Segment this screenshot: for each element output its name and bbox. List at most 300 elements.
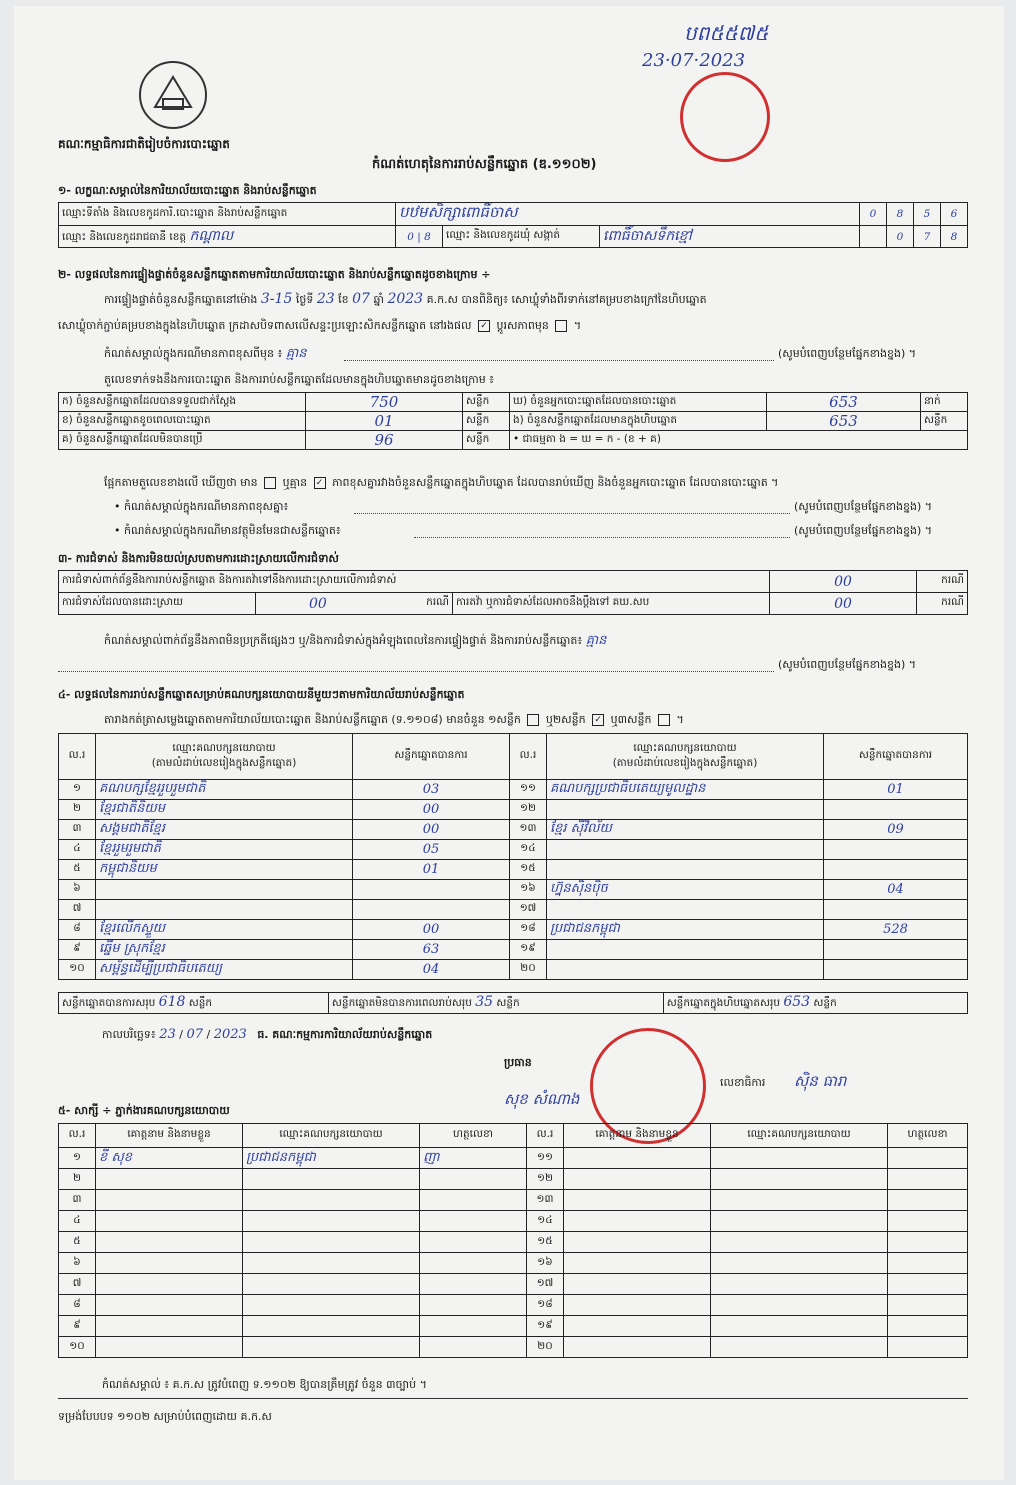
party-name: ខ្មែរ ស៊ីវិល័យ [547,820,824,840]
witness-signature [420,1169,527,1190]
party-votes: 00 [353,820,510,840]
witness-col-sign-left: ហត្ថលេខា [420,1124,527,1148]
party-no: ១៨ [510,920,547,940]
section2-note-tail: (សូមបំពេញបន្ថែមផ្នែកខាងខ្នង) ។ [778,347,917,360]
section2-note-line [344,360,774,361]
witness-no: ៧ [59,1274,96,1295]
party-name [96,880,353,900]
two-sheets-checkbox[interactable]: ✓ [592,714,604,726]
section4-title: ៤- លទ្ធផលនៃការរាប់សន្លឹកឆ្នោតសម្រាប់គណបក្សនយោបាយនីមួយៗតាមការិយាល័យរាប់សន្លឹកឆ្នោត [58,688,465,701]
party-name [547,940,824,960]
one-sheet-checkbox[interactable] [527,714,539,726]
table-row [59,820,968,840]
witness-signature [888,1337,968,1358]
witness-party [711,1337,888,1358]
party-name: ខ្មែរជាតិនិយម [96,800,353,820]
bullet-object: • កំណត់សម្គាល់ក្នុងករណីមានវត្ថុមិនមែនជាសន្លឹកឆ្នោត៖ [114,524,341,537]
witness-party [711,1232,888,1253]
witness-signature [420,1253,527,1274]
witness-col-sign-right: ហត្ថលេខា [888,1124,968,1148]
section1-table [58,202,968,248]
witness-party [711,1148,888,1169]
count-date-year: 2023 [213,1027,247,1042]
col-party-left [96,734,353,780]
witness-party [711,1190,888,1211]
party-no: ៧ [59,900,96,920]
table-row [59,800,968,820]
witness-col-party-left: ឈ្មោះគណបក្សនយោបាយ [243,1124,420,1148]
party-no: ១៧ [510,900,547,920]
commune-code-2: 7 [914,226,941,248]
bullet-object-line [414,537,790,538]
col-votes-right: សន្លឹកឆ្នោតបានការ [824,734,968,780]
figures-intro: តួលេខទាក់ទងនឹងការបោះឆ្នោត និងការរាប់សន្លឹកឆ្នោតដែលមានក្នុងហិបឆ្នោតមានដូចខាងក្រោម ៖ [104,373,495,386]
province-code: 0 | 8 [396,226,443,248]
fig-e-value: 653 [767,412,921,431]
col-party-right-sub: (តាមលំដាប់លេខរៀងក្នុងសន្លឹកឆ្នោត) [612,756,758,769]
party-no: ១០ [59,960,96,980]
witness-no: ១៣ [527,1190,564,1211]
table-row [59,840,968,860]
polling-station-label: ឈ្មោះទីតាំង និងលេខកូដការិ.បោះឆ្នោត និងរាប់សន្លឹកឆ្នោត [59,203,396,226]
difference-checkbox[interactable] [264,477,276,489]
commune-code-3: 8 [941,226,968,248]
party-no: ២ [59,800,96,820]
fig-a-unit: សន្លឹក [463,393,510,412]
witness-signature [888,1148,968,1169]
witness-party [711,1295,888,1316]
invalid-total-cell [328,993,663,1014]
verify-year-label: ឆ្នាំ [373,293,384,306]
table-row [59,900,968,920]
col-no-left: ល.រ [59,734,96,780]
witness-name: ខី សុខ [96,1148,243,1169]
section5-title: ៥- សាក្សី ÷ ភ្នាក់ងារគណបក្សនយោបាយ [58,1104,230,1117]
witness-signature [420,1211,527,1232]
party-no: ១៩ [510,940,547,960]
valid-total-unit: សន្លឹក [188,997,213,1009]
party-votes [353,880,510,900]
form-sheet [14,6,1004,1480]
party-votes: 03 [353,780,510,800]
stamp-date: 23·07·2023 [642,50,746,71]
witness-signature [420,1316,527,1337]
compare-text: ផ្អែកតាមតួលេខខាងលើ ឃើញថា មាន [104,476,258,489]
witness-signature [420,1232,527,1253]
party-no: ១២ [510,800,547,820]
verification-line [104,293,707,306]
table-row [59,1295,968,1316]
party-votes: 528 [824,920,968,940]
seal-check-text: សោឃ្លុំចាក់ភ្ជាប់គម្របខាងក្នុងនៃហិបឆ្នោត ក្រដាសបិទពាសលើសន្ទះប្រឡោះសិកសន្លឹកឆ្នោត នៅរងផល [58,319,472,332]
witness-no: ២ [59,1169,96,1190]
witness-no: ១៦ [527,1253,564,1274]
party-name [547,860,824,880]
count-date-label: កាលបរិច្ឆេទ៖ [102,1028,156,1041]
no-difference-checkbox[interactable]: ✓ [314,477,326,489]
fig-b-label: ខ) ចំនួនសន្លឹកឆ្នោតខូចពេលបោះឆ្នោត [59,412,306,431]
party-name [547,840,824,860]
table-row [59,960,968,980]
witness-no: ៨ [59,1295,96,1316]
witness-signature [420,1190,527,1211]
witness-signature [888,1169,968,1190]
party-votes: 01 [353,860,510,880]
commune-code-1: 0 [887,226,914,248]
table-row [59,1274,968,1295]
section2-title: ២- លទ្ធផលនៃការផ្ទៀងផ្ទាត់ចំនួនសន្លឹកឆ្នោតតាមការិយាល័យបោះឆ្នោត និងរាប់សន្លឹកឆ្នោតដូចខាងក្រោម ÷ [58,268,491,281]
fig-e-label: ង) ចំនួនសន្លឹកឆ្នោតដែលមានក្នុងហិបឆ្នោត [510,412,767,431]
section3-title: ៣- ការជំទាស់ និងការមិនយល់ស្របតាមការដោះស្រាយលើការជំទាស់ [58,552,339,565]
figures-table [58,392,968,450]
official-seal-top [680,72,770,162]
table-row [59,1169,968,1190]
party-name: ខ្មែរលើកស្ទួយ [96,920,353,940]
station-code-4: 6 [941,203,968,226]
station-code-2: 8 [887,203,914,226]
witness-signature [888,1295,968,1316]
province-value: កណ្ដាល [189,228,234,244]
witness-name [564,1190,711,1211]
witness-name [564,1295,711,1316]
witness-no: ១៧ [527,1274,564,1295]
col-votes-left: សន្លឹកឆ្នោតបានការ [353,734,510,780]
fig-d-label: ឃ) ចំនួនអ្នកបោះឆ្នោតដែលបានបោះឆ្នោត [510,393,767,412]
polling-station-value: បឋមសិក្សាពោធិ៍ចាស [396,203,860,226]
valid-total-value: 618 [158,994,186,1010]
formula: • ជាធម្មតា ង = ឃ = ក - (ខ + គ) [510,431,968,450]
fig-c-value: 96 [306,431,463,450]
witness-no: ១៨ [527,1295,564,1316]
witness-no: ៥ [59,1232,96,1253]
witness-signature [888,1253,968,1274]
party-no: ៦ [59,880,96,900]
witness-party [243,1274,420,1295]
witness-party: ប្រជាជនកម្ពុជា [243,1148,420,1169]
party-votes [824,940,968,960]
party-name: ហ្វ៊ុនស៊ិនប៉ិច [547,880,824,900]
party-name [96,900,353,920]
table-row [59,880,968,900]
count-date-day: 23 [159,1027,176,1042]
section3-note-line [58,671,774,672]
section2-note-value: គ្មាន [285,346,307,361]
party-name: សម្ព័ន្ធដើម្បីប្រជាធិបតេយ្យ [96,960,353,980]
three-sheets-checkbox[interactable] [658,714,670,726]
witness-no: ៤ [59,1211,96,1232]
bullet-difference-tail: (សូមបំពេញបន្ថែមផ្នែកខាងខ្នង) ។ [794,500,933,513]
party-name: គណបក្សប្រជាធិបតេយ្យមូលដ្ឋាន [547,780,824,800]
party-name: សង្គមជាតិខ្មែរ [96,820,353,840]
form-title: កំណត់ហេតុនៃការរាប់សន្លឹកឆ្នោត (ឌ.១១០២) [372,157,597,172]
witness-no: ២០ [527,1337,564,1358]
bullet-difference: • កំណត់សម្គាល់ក្នុងករណីមានភាពខុសគ្នា៖ [114,500,289,513]
witness-no: ៩ [59,1316,96,1337]
fig-c-unit: សន្លឹក [463,431,510,450]
footer-divider [58,1398,968,1399]
changed-checkbox[interactable] [555,320,567,332]
party-votes: 04 [824,880,968,900]
witness-signature [420,1295,527,1316]
witness-party [243,1211,420,1232]
party-name [547,900,824,920]
witness-party [711,1274,888,1295]
witness-no: ១៤ [527,1211,564,1232]
party-votes: 00 [353,920,510,940]
temple-icon [141,63,205,127]
invalid-total-label: សន្លឹកឆ្នោតមិនបានការពេលរាប់សរុប [331,997,472,1009]
witness-no: ១២ [527,1169,564,1190]
col-party-right [547,734,824,780]
party-votes [824,840,968,860]
fig-c-label: គ) ចំនួនសន្លឹកឆ្នោតដែលមិនបានប្រើ [59,431,306,450]
verify-day: 23 [316,291,335,307]
witness-party [243,1169,420,1190]
witness-party [711,1211,888,1232]
chair-label: ប្រធាន [504,1056,532,1069]
party-votes: 63 [353,940,510,960]
party-votes: 00 [353,800,510,820]
party-votes: 04 [353,960,510,980]
witness-party [711,1169,888,1190]
party-no: ១៣ [510,820,547,840]
station-code-3: 5 [914,203,941,226]
party-name: ខ្មែររួមរួមជាតិ [96,840,353,860]
witness-signature: ញា [420,1148,527,1169]
witness-name [96,1274,243,1295]
witness-name [564,1169,711,1190]
witness-name [564,1253,711,1274]
witness-name [96,1316,243,1337]
fig-a-value: 750 [306,393,463,412]
valid-total-cell [59,993,329,1014]
verify-text: គ.ក.ស បានពិនិត្យ៖ សោឃ្លុំទាំងពីរទាក់នៅគម្របខាងក្រៅនៃហិបឆ្នោត [426,293,707,306]
witness-col-name-right: គោត្តនាម និងនាមខ្លួន [564,1124,711,1148]
table-row [59,1337,968,1358]
resolved-value: 00 [309,595,327,612]
section3-note-tail: (សូមបំពេញបន្ថែមផ្នែកខាងខ្នង) ។ [778,658,917,671]
col-party-left-title: ឈ្មោះគណបក្សនយោបាយ [172,741,276,754]
party-name: គណបក្សខ្មែររួបរួមជាតិ [96,780,353,800]
witness-party [243,1190,420,1211]
votes-table [58,733,968,980]
box-total-label: សន្លឹកឆ្នោតក្នុងហិបឆ្នោតសរុប [666,997,780,1009]
invalid-total-unit: សន្លឹក [496,997,520,1009]
party-no: ១៤ [510,840,547,860]
party-votes: 01 [824,780,968,800]
objection-unit: ករណី [917,571,968,593]
commune-label: ឈ្មោះ និងលេខកូដឃុំ សង្កាត់ [443,226,600,248]
secretary-name: ស៊ិន ធារា [794,1072,847,1090]
three-sheets-label: ឬ៣សន្លឹក [610,713,652,726]
witness-name [96,1337,243,1358]
table-row [59,1316,968,1337]
fig-d-value: 653 [767,393,921,412]
verify-time: 3-15 [260,291,293,307]
col-party-left-sub: (តាមលំដាប់លេខរៀងក្នុងសន្លឹកឆ្នោត) [151,756,297,769]
witness-name [564,1148,711,1169]
witness-no: ៣ [59,1190,96,1211]
fig-b-value: 01 [306,412,463,431]
party-votes: 05 [353,840,510,860]
fig-b-unit: សន្លឹក [463,412,510,431]
table-row [59,1232,968,1253]
province-label [59,226,396,248]
bullet-object-tail: (សូមបំពេញបន្ថែមផ្នែកខាងខ្នង) ។ [794,524,933,537]
party-votes: 09 [824,820,968,840]
commune-code-spacer [860,226,887,248]
section1-title: ១- លក្ខណៈសម្គាល់នៃការិយាល័យបោះឆ្នោត និងរាប់សន្លឹកឆ្នោត [58,184,317,197]
no-difference-label: ឬគ្មាន [282,476,308,489]
party-votes [824,900,968,920]
witness-name [96,1190,243,1211]
witness-name [96,1232,243,1253]
witness-no: ១០ [59,1337,96,1358]
resolved-label: ការជំទាស់ដែលបានដោះស្រាយ [59,593,256,615]
box-total-unit: សន្លឹក [813,997,837,1009]
witness-no: ៦ [59,1253,96,1274]
table-row [59,780,968,800]
witness-signature [888,1211,968,1232]
committee-signature-label: ធ. គណៈកម្មការការិយាល័យរាប់សន្លឹកឆ្នោត [257,1028,433,1041]
fig-d-unit: នាក់ [921,393,968,412]
witness-name [564,1337,711,1358]
appeal-unit: ករណី [917,593,968,615]
section2-note [104,347,306,360]
nec-logo [139,61,207,129]
witness-party [243,1337,420,1358]
witness-no: ១១ [527,1148,564,1169]
witness-signature [888,1190,968,1211]
bottom-note: កំណត់សម្គាល់ ៖ គ.ក.ស ត្រូវបំពេញ ទ.១១០២ ឱ្យបានត្រឹមត្រូវ ចំនួន ៣ច្បាប់ ។ [102,1378,427,1391]
witness-signature [420,1337,527,1358]
section3-note-value: គ្មាន [585,633,607,648]
party-name: ប្រជាជនកម្ពុជា [547,920,824,940]
province-label-text: ឈ្មោះ និងលេខកូដរាជធានី ខេត្ត [62,231,187,243]
witness-party [711,1316,888,1337]
station-code-1: 0 [860,203,887,226]
table-row [59,1190,968,1211]
compare-line [104,476,778,489]
fig-e-unit: សន្លឹក [921,412,968,431]
objection-value: 00 [770,571,917,593]
party-name [547,960,824,980]
box-total-value: 653 [783,994,811,1010]
verify-month-label: ខែ [338,293,349,306]
witness-signature [420,1274,527,1295]
party-votes [824,860,968,880]
witness-party [243,1232,420,1253]
tally-sheets-text: តារាងកត់ត្រាសម្លេងឆ្នោតតាមការិយាល័យបោះឆ្នោត និងរាប់សន្លឹកឆ្នោត (ទ.១១០៨) មានចំនួន ១សន្លឹក [104,713,521,726]
witness-name [96,1211,243,1232]
witness-signature [888,1232,968,1253]
party-no: ៣ [59,820,96,840]
party-votes [353,900,510,920]
party-no: ១៦ [510,880,547,900]
resolved-unit: ករណី [426,595,449,608]
witness-name [564,1232,711,1253]
witness-col-no-right: ល.រ [527,1124,564,1148]
resolved-cell [256,593,453,615]
witness-name [96,1253,243,1274]
table-row [59,940,968,960]
form-footer: ទម្រង់បែបបទ ១១០២ សម្រាប់បំពេញដោយ គ.ក.ស [58,1410,272,1423]
witness-signature [888,1274,968,1295]
appeal-value: 00 [770,593,917,615]
party-no: ១១ [510,780,547,800]
witness-name [96,1295,243,1316]
count-date-month: 07 [186,1027,204,1042]
valid-total-label: សន្លឹកឆ្នោតបានការសរុប [62,997,156,1009]
col-party-right-title: ឈ្មោះគណបក្សនយោបាយ [633,741,737,754]
changed-label: ប្តូរសភាពមុន [496,319,549,332]
witness-no: ១៩ [527,1316,564,1337]
tally-sheets-line: តារាងកត់ត្រាសម្លេងឆ្នោតតាមការិយាល័យបោះឆ្នោត និងរាប់សន្លឹកឆ្នោត (ទ.១១០៨) មានចំនួន ១សន្លឹក ឬ២សន្លឹក ✓ ឬ៣សន្លឹក ។ [104,713,684,726]
commune-value: ពោធិ៍ចាសទឹកខ្មៅ [600,226,860,248]
party-no: ៥ [59,860,96,880]
witness-no: ១៥ [527,1232,564,1253]
witness-col-name-left: គោត្តនាម និងនាមខ្លួន [96,1124,243,1148]
party-name [547,800,824,820]
province-code-2: 8 [424,230,431,243]
fig-a-label: ក) ចំនួនសន្លឹកឆ្នោតដែលបានទទួលជាក់ស្តែង [59,393,306,412]
table-row [59,1148,968,1169]
secretary-label: លេខាធិការ [720,1076,766,1089]
section2-note-label: កំណត់សម្គាល់ក្នុងករណីមានភាពខុសពីមុន ៖ [104,347,283,360]
witness-signature [888,1316,968,1337]
witness-name [564,1211,711,1232]
section3-note [104,634,606,647]
stamp-number: បព៥៥៧៥ [684,21,769,45]
witness-table [58,1123,968,1358]
party-no: ៤ [59,840,96,860]
party-no: ២០ [510,960,547,980]
witness-col-party-right: ឈ្មោះគណបក្សនយោបាយ [711,1124,888,1148]
party-name: ឆ្នើម ស្រុកខ្មែរ [96,940,353,960]
party-no: ៨ [59,920,96,940]
intact-checkbox[interactable]: ✓ [478,320,490,332]
witness-name [564,1316,711,1337]
province-code-1: 0 [407,230,414,243]
seal-check-line: សោឃ្លុំចាក់ភ្ជាប់គម្របខាងក្នុងនៃហិបឆ្នោត ក្រដាសបិទពាសលើសន្ទះប្រឡោះសិកសន្លឹកឆ្នោត នៅរងផល ✓ ប្តូរសភាពមុន ។ [58,319,582,332]
box-total-cell [663,993,967,1014]
witness-party [243,1295,420,1316]
verify-month: 07 [352,291,370,307]
witness-no: ១ [59,1148,96,1169]
party-no: ៩ [59,940,96,960]
witness-party [711,1253,888,1274]
party-votes [824,800,968,820]
table-row [59,1253,968,1274]
objection-table [58,570,968,615]
party-no: ១៥ [510,860,547,880]
party-name: កម្ពុជានិយម [96,860,353,880]
objection-label: ការជំទាស់ពាក់ព័ន្ធនឹងការរាប់សន្លឹកឆ្នោត និងការតវ៉ាទៅនឹងការដោះស្រាយលើការជំទាស់ [59,571,770,593]
witness-name [564,1274,711,1295]
chair-name: សុខ សំណាង [504,1090,580,1108]
two-sheets-label: ឬ២សន្លឹក [545,713,586,726]
bullet-difference-line [354,513,790,514]
party-no: ១ [59,780,96,800]
table-row [59,920,968,940]
party-votes [824,960,968,980]
witness-party [243,1316,420,1337]
witness-col-no-left: ល.រ [59,1124,96,1148]
verify-day-label: ថ្ងៃទី [295,293,314,306]
table-row [59,860,968,880]
invalid-total-value: 35 [475,994,494,1010]
col-no-right: ល.រ [510,734,547,780]
